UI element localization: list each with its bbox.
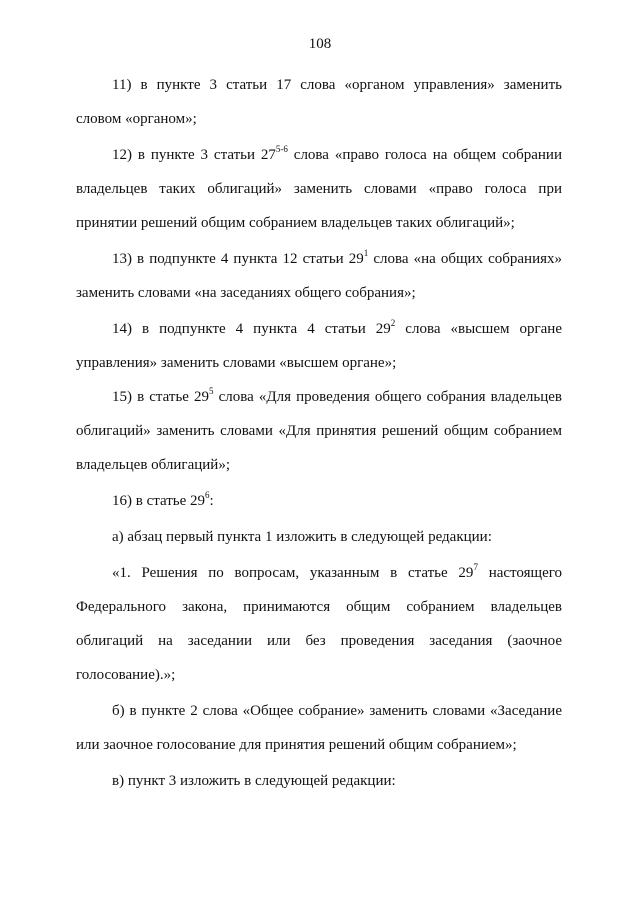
- superscript: 2: [390, 318, 396, 328]
- paragraph-text-before: 14) в подпункте 4 пункта 4 статьи 29: [112, 321, 391, 337]
- paragraph-quote: [76, 556, 562, 692]
- paragraph-item-11: [76, 68, 562, 136]
- paragraph-text: в) пункт 3 изложить в следующей редакции:: [112, 773, 396, 789]
- superscript: 7: [473, 562, 478, 572]
- paragraph-text: а) абзац первый пункта 1 изложить в следующей редакции:: [112, 529, 492, 545]
- paragraph-text-after: слова «Для проведения общего собрания владельцев облигаций» заменить словами «Для принятия решений общим собранием владельцев облигаций»;: [76, 389, 562, 473]
- superscript: 1: [363, 248, 369, 258]
- paragraph-text-after: настоящего Федерального закона, принимаются общим собранием владельцев облигаций на заседании или без проведения заседания (заочное голосование).»;: [76, 565, 562, 683]
- paragraph-item-13: [76, 242, 562, 310]
- paragraph-text-after: :: [209, 493, 214, 509]
- paragraph-text-after: слова «на общих собраниях» заменить словами «на заседаниях общего собрания»;: [76, 251, 562, 301]
- paragraph-item-12: [76, 138, 562, 240]
- paragraph-text-before: 15) в статье 29: [112, 389, 210, 405]
- paragraph-text: б) в пункте 2 слова «Общее собрание» заменить словами «Заседание или заочное голосование для принятия решений общим собранием»;: [76, 703, 562, 753]
- paragraph-item-16: [76, 484, 562, 518]
- paragraph-item-a: [76, 520, 562, 554]
- paragraph-text-before: 12) в пункте 3 статьи 27: [112, 147, 276, 163]
- superscript: 5: [209, 386, 214, 396]
- paragraph-text: 11) в пункте 3 статьи 17 слова «органом управления» заменить словом «органом»;: [76, 77, 562, 127]
- paragraph-text-after: слова «высшем органе управления» заменить словами «высшем органе»;: [76, 321, 562, 371]
- superscript: 6: [205, 490, 210, 500]
- superscript: 5-6: [275, 144, 288, 154]
- paragraph-text-before: «1. Решения по вопросам, указанным в статье 29: [112, 565, 474, 581]
- paragraph-text-after: слова «право голоса на общем собрании владельцев таких облигаций» заменить словами «право голоса при принятии решений общим собранием владельцев таких облигаций»;: [76, 147, 562, 231]
- page-number: 108: [308, 36, 332, 52]
- paragraph-item-v: [76, 764, 562, 798]
- paragraph-text-before: 16) в статье 29: [112, 493, 206, 509]
- paragraph-item-15: [76, 380, 562, 482]
- paragraph-text-before: 13) в подпункте 4 пункта 12 статьи 29: [112, 251, 364, 267]
- paragraph-item-14: [76, 312, 562, 380]
- paragraph-item-b: [76, 694, 562, 762]
